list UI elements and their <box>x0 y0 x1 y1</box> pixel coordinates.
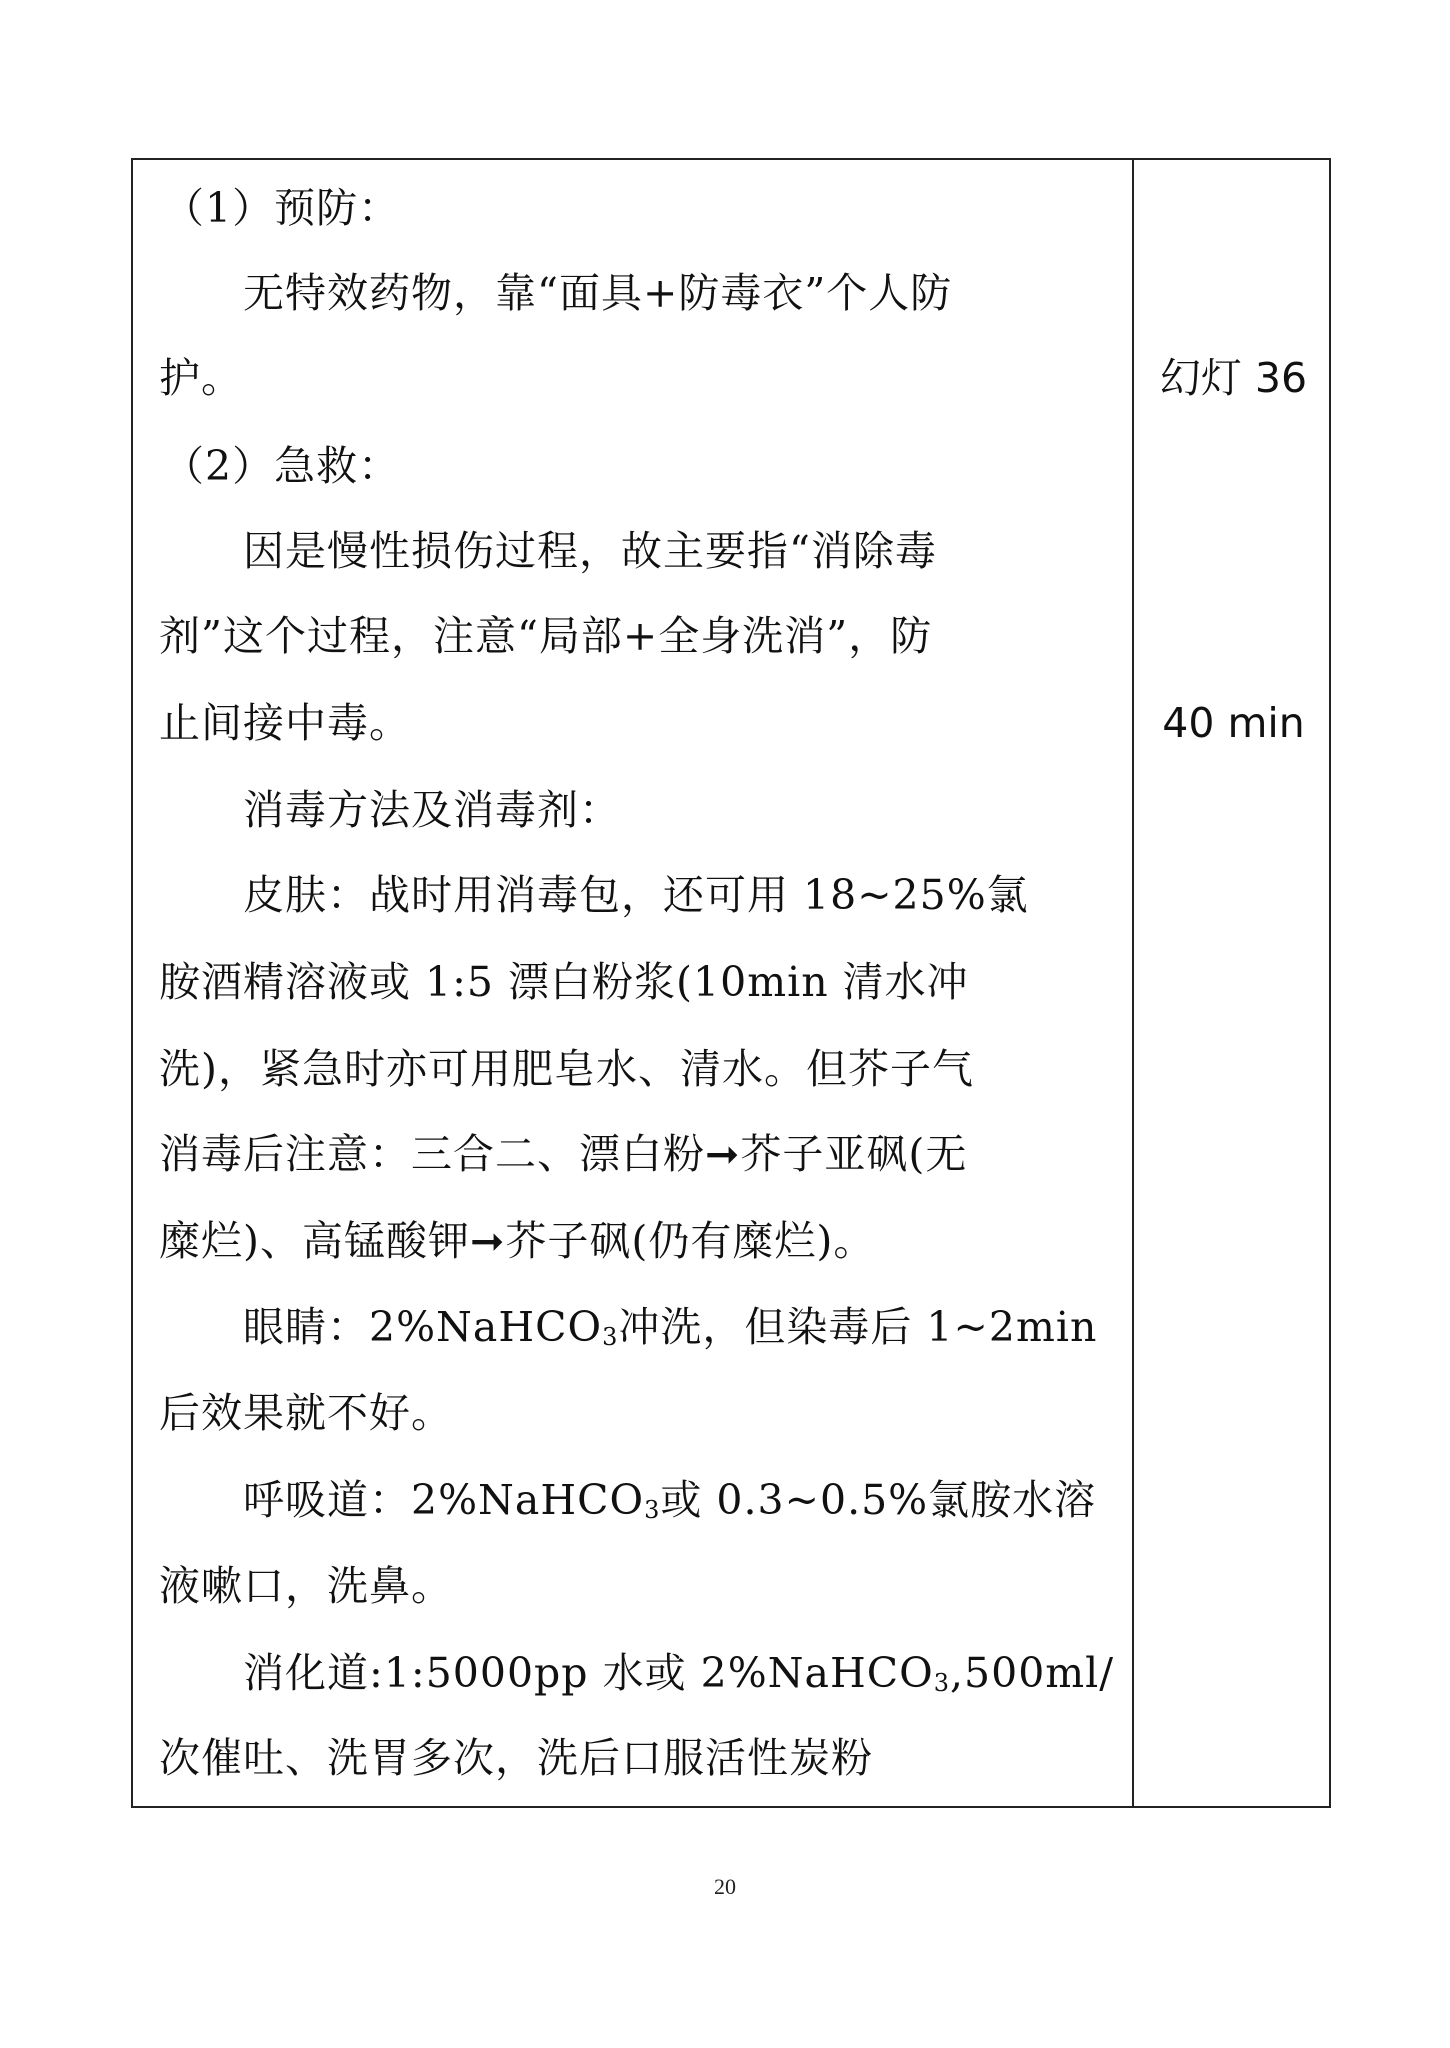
column-divider <box>1132 160 1134 1806</box>
subscript: 3 <box>602 1323 619 1351</box>
text-line: 次催吐、洗胃多次，洗后口服活性炭粉 <box>159 1734 873 1782</box>
subscript: 3 <box>644 1496 661 1524</box>
slide-note: 幻灯 36 <box>1159 354 1308 402</box>
text-line: 剂”这个过程，注意“局部+全身洗消”，防 <box>159 612 933 660</box>
page-number: 20 <box>714 1874 736 1899</box>
text-line: 洗)，紧急时亦可用肥皂水、清水。但芥子气 <box>159 1045 974 1093</box>
text-line: 液嗽口，洗鼻。 <box>159 1562 453 1610</box>
text-segment: 消化道:1:5000pp 水或 2%NaHCO <box>243 1649 934 1697</box>
text-line: 止间接中毒。 <box>159 699 411 747</box>
subscript: 3 <box>933 1669 950 1697</box>
text-line: 因是慢性损伤过程，故主要指“消除毒 <box>243 527 937 575</box>
text-line: 糜烂)、高锰酸钾➞芥子砜(仍有糜烂)。 <box>159 1217 876 1265</box>
text-line <box>159 1457 1104 1543</box>
text-line: 皮肤：战时用消毒包，还可用 18~25%氯 <box>243 871 1029 919</box>
text-line: 消毒后注意：三合二、漂白粉➞芥子亚砜(无 <box>159 1130 968 1178</box>
text-line <box>159 1630 1115 1716</box>
text-line: 护。 <box>159 354 243 402</box>
text-segment: 或 0.3~0.5%氯胺水溶 <box>660 1476 1097 1524</box>
text-segment: 呼吸道：2%NaHCO <box>243 1476 645 1524</box>
text-line <box>159 1284 1104 1370</box>
text-line: （1）预防： <box>163 184 401 232</box>
text-segment: ,500ml/ <box>950 1649 1115 1697</box>
text-line: 后效果就不好。 <box>159 1389 453 1437</box>
text-segment: 冲洗，但染毒后 1~2min <box>618 1303 1098 1351</box>
text-line: 无特效药物，靠“面具+防毒衣”个人防 <box>243 269 953 317</box>
text-line: 消毒方法及消毒剂： <box>243 786 621 834</box>
lesson-table <box>131 158 1331 1808</box>
text-segment: 眼睛：2%NaHCO <box>243 1303 603 1351</box>
text-line: 胺酒精溶液或 1:5 漂白粉浆(10min 清水冲 <box>159 958 969 1006</box>
duration-note: 40 min <box>1162 699 1305 747</box>
text-line: （2）急救： <box>163 442 401 490</box>
